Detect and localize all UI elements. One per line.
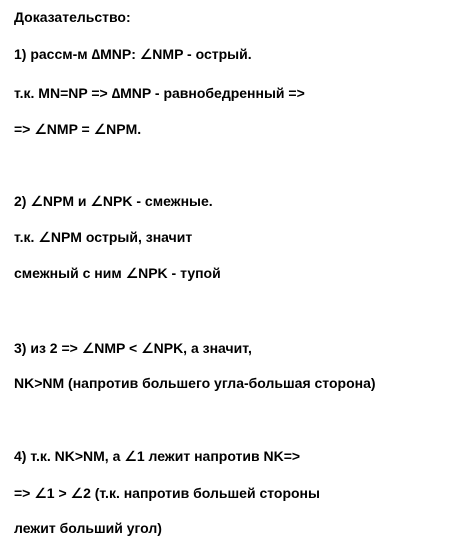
step-line: NK>NM (напротив большего угла-большая сторона): [14, 375, 376, 391]
step-line: 4) т.к. NK>NM, а ∠1 лежит напротив NK=>: [14, 448, 301, 464]
proof-title: Доказательство:: [14, 9, 131, 25]
step-line: 1) рассм-м ∆MNP: ∠NMP - острый.: [14, 46, 252, 62]
step-line: лежит больший угол): [14, 520, 162, 536]
step-line: => ∠1 > ∠2 (т.к. напротив большей стороны: [14, 485, 320, 501]
step-line: => ∠NMP = ∠NPM.: [14, 121, 142, 137]
step-line: смежный с ним ∠NPK - тупой: [14, 265, 221, 281]
step-line: 2) ∠NPM и ∠NPK - смежные.: [14, 193, 213, 209]
step-line: т.к. MN=NP => ∆MNP - равнобедренный =>: [14, 85, 305, 101]
step-line: т.к. ∠NPM острый, значит: [14, 229, 193, 245]
step-line: 3) из 2 => ∠NMP < ∠NPK, а значит,: [14, 340, 252, 356]
